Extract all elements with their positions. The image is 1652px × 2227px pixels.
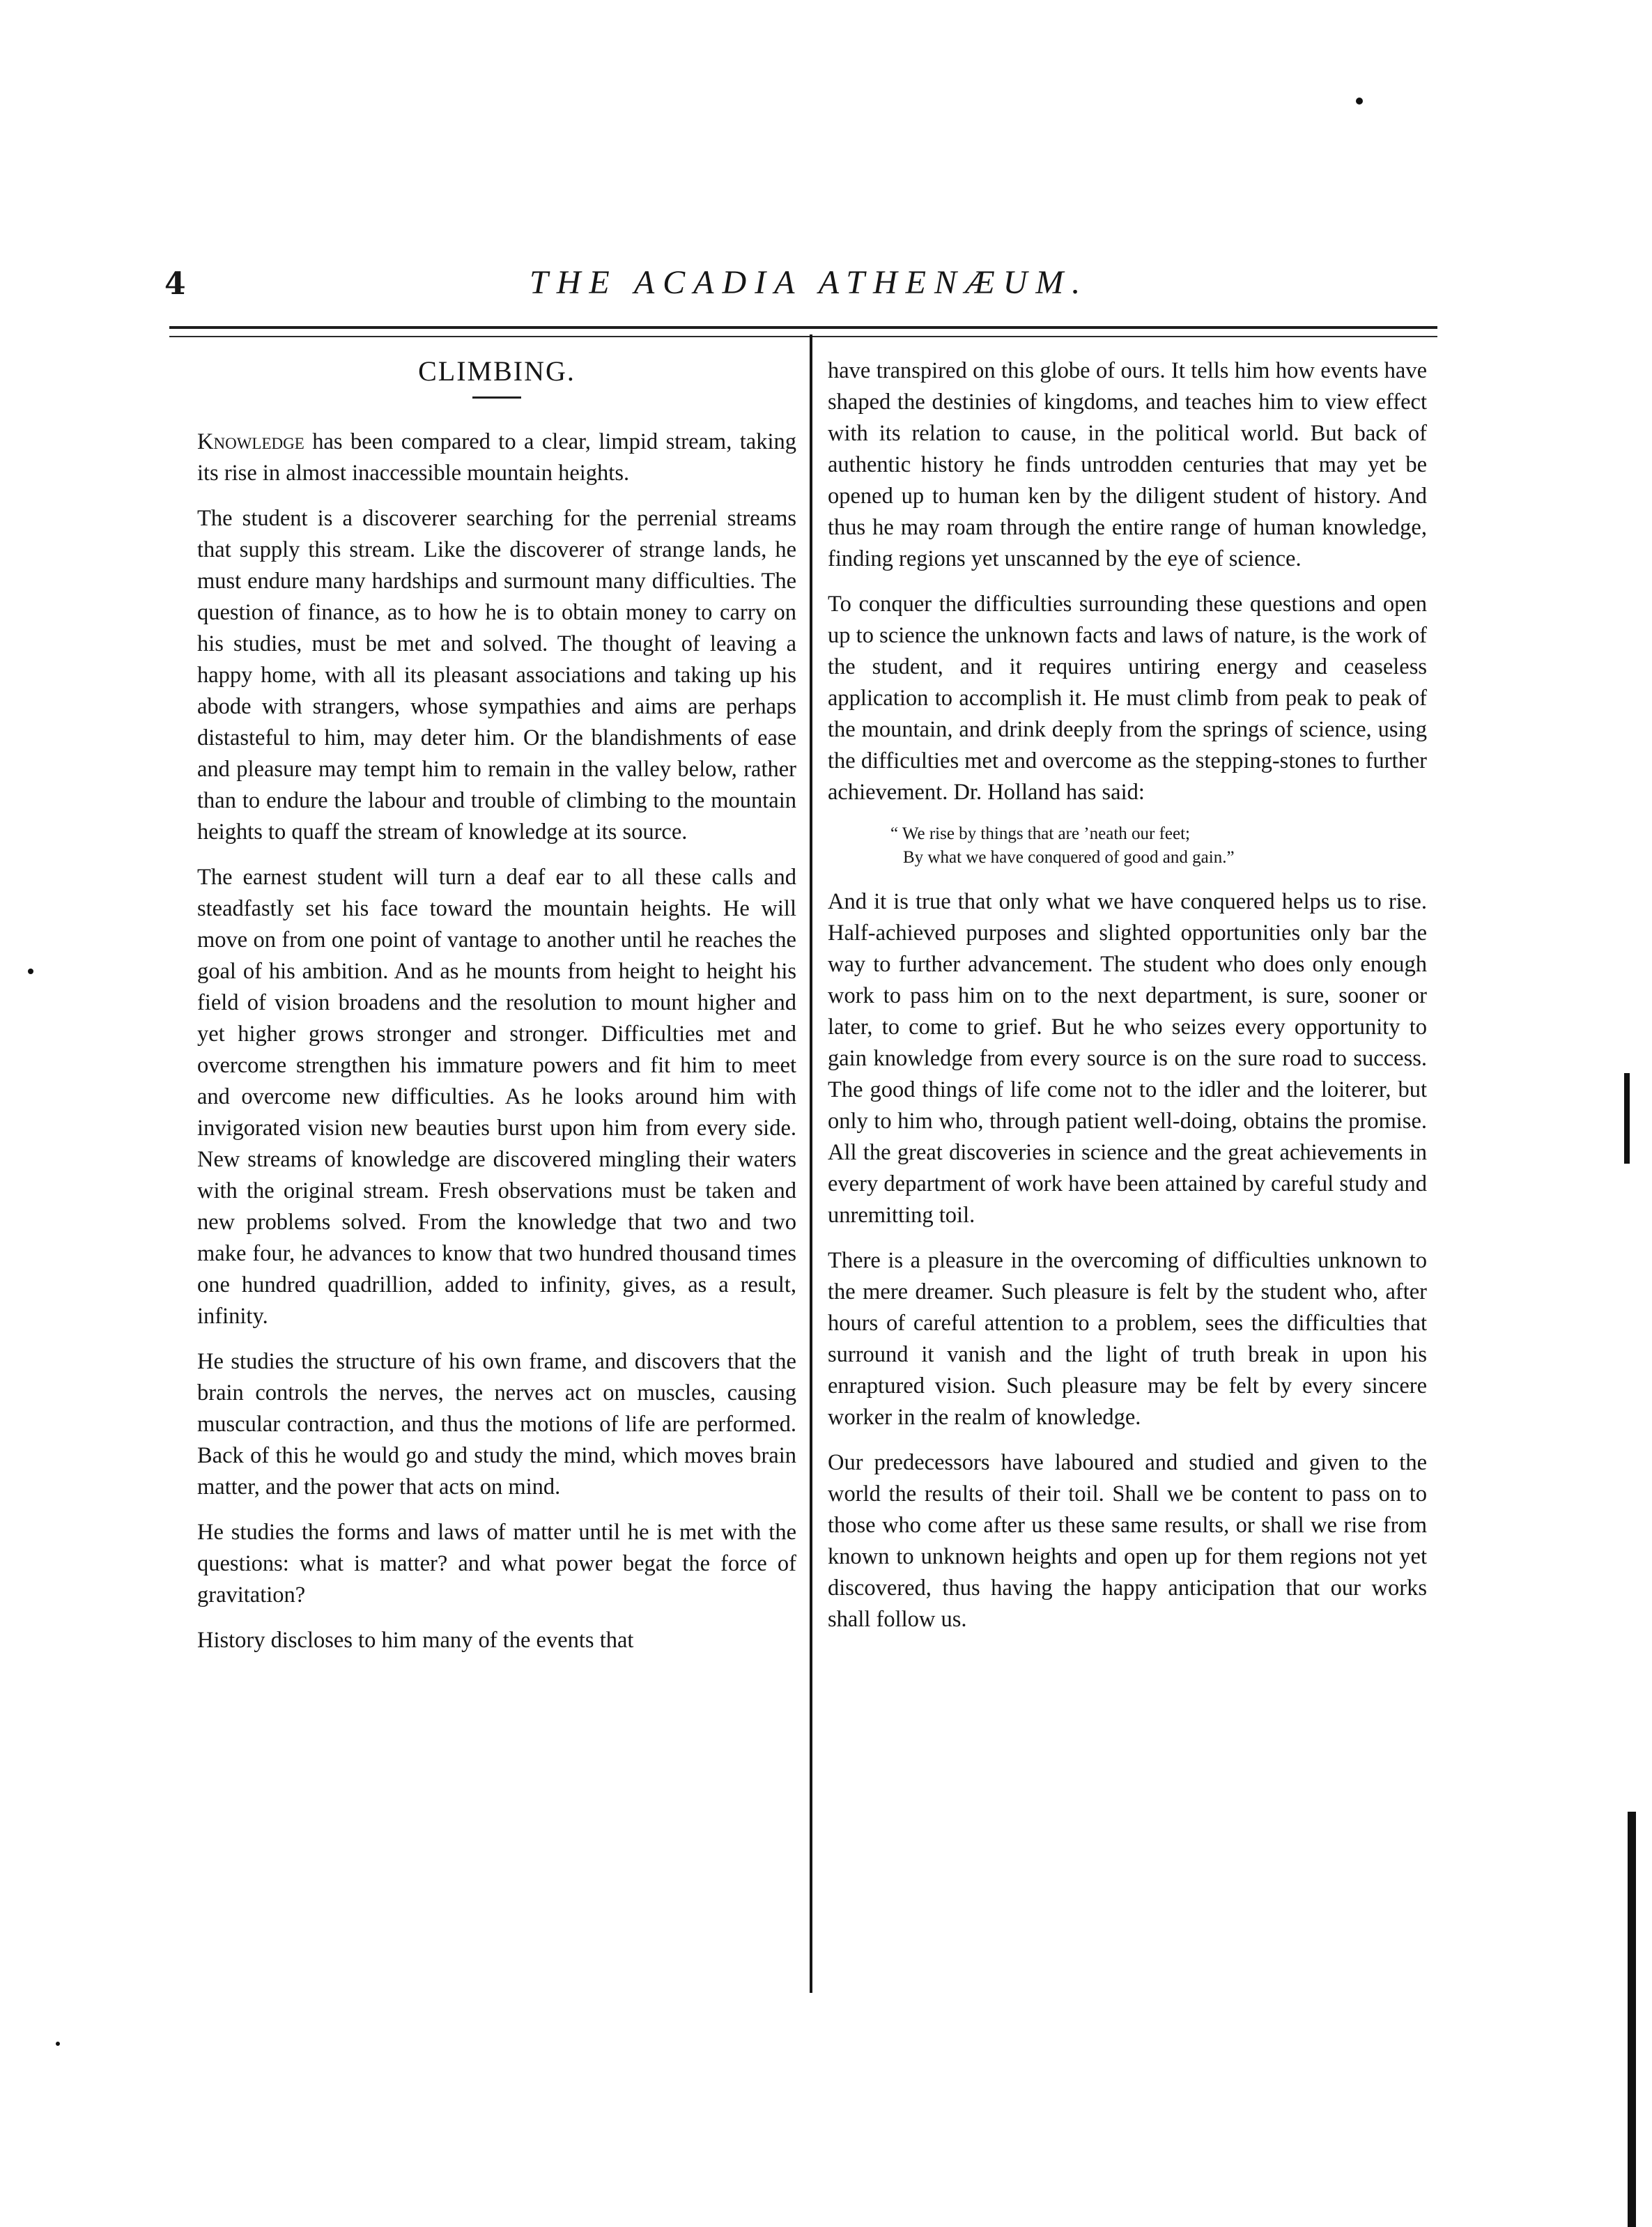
paragraph-5: He studies the forms and laws of matter until he is met with the questions: what is matter? and what power begat the force of gravitation?	[197, 1520, 796, 1608]
article-title: CLIMBING.	[418, 355, 576, 387]
paragraph-1	[197, 426, 796, 489]
running-title: THE ACADIA ATHENÆUM.	[530, 264, 1089, 301]
paragraph-10: Our predecessors have laboured and studied and given to the world the results of their toil. Shall we be content to pass on to those who come after us these same results, or shall we rise from known to unknown heights and open up for them regions not yet discovered, thus having the happy anticipation that our works shall follow us.	[828, 1450, 1427, 1632]
right-column	[828, 355, 1427, 1649]
scan-edge-mark	[1624, 1073, 1630, 1164]
scan-speck	[28, 969, 33, 974]
paragraph-text: has been compared to a clear, limpid stream, taking its rise in almost inaccessible mountain heights.	[197, 429, 796, 486]
scan-speck	[56, 2042, 60, 2046]
header-rule-secondary	[169, 336, 1437, 337]
paragraph-continued: have transpired on this globe of ours. It tells him how events have shaped the destinies of kingdoms, and teaches him to view effect with its relation to cause, in the political world. But back of authentic history he finds untrodden centuries that may yet be opened up to human ken by the diligent student of history. And thus he may roam through the entire range of human knowledge, finding regions yet unscanned by the eye of science.	[828, 358, 1427, 571]
title-dash	[472, 396, 521, 399]
paragraph-4: He studies the structure of his own frame, and discovers that the brain controls the nerves, the nerves act on muscles, causing muscular contraction, and thus the motions of life are performed. Back of this he would go and study the mind, which moves brain matter, and the power that acts on mind.	[197, 1349, 796, 1500]
paragraph-2: The student is a discoverer searching for the perrenial streams that supply this stream. Like the discoverer of strange lands, he must endure many hardships and surmount many difficulties. The question of finance, as to how he is to obtain money to carry on his studies, must be met and solved. The thought of leaving a happy home, with all its pleasant associations and taking up his abode with strangers, whose sympathies and aims are perhaps distasteful to him, may deter him. Or the blandishments of ease and pleasure may tempt him to remain in the valley below, rather than to endure the labour and trouble of climbing to the mountain heights to quaff the stream of knowledge at its source.	[197, 506, 796, 845]
column-divider	[810, 334, 812, 1993]
paragraph-7: To conquer the difficulties surrounding these questions and open up to science the unknown facts and laws of nature, is the work of the student, and it requires untiring energy and ceaseless application to accomplish it. He must climb from peak to peak of the mountain, and drink deeply from the springs of science, using the difficulties met and overcome as the stepping-stones to further achievement. Dr. Holland has said:	[828, 592, 1427, 805]
block-quote	[890, 822, 1427, 870]
scan-speck	[1356, 98, 1363, 105]
paragraph-6: History discloses to him many of the events that	[197, 1628, 634, 1653]
header-rule	[169, 326, 1437, 329]
paragraph-8: And it is true that only what we have conquered helps us to rise. Half-achieved purposes and slighted opportunities only bar the way to further advancement. The student who does only enough work to pass him on to the next department, is sure, sooner or later, to come to grief. But he who seizes every opportunity to gain knowledge from every source is on the sure road to success. The good things of life come not to the idler and the loiterer, but only to him who, through patient well-doing, obtains the promise. All the great discoveries in science and the great achievements in every department of work have been attained by careful study and unremitting toil.	[828, 889, 1427, 1228]
paragraph-9: There is a pleasure in the overcoming of difficulties unknown to the mere dreamer. Such pleasure is felt by the student who, after hours of careful attention to a problem, sees the difficulties that surround it vanish and the light of truth break in upon his enraptured vision. Such pleasure may be felt by every sincere worker in the realm of knowledge.	[828, 1248, 1427, 1430]
left-column	[197, 355, 796, 1670]
paragraph-3: The earnest student will turn a deaf ear to all these calls and steadfastly set his face toward the mountain heights. He will move on from one point of vantage to another until he reaches the goal of his ambition. And as he mounts from height to height his field of vision broadens and the resolution to mount higher and yet higher grows stronger and stronger. Difficulties met and overcome strengthen his immature powers and fit him to meet and overcome new difficulties. As he looks around him with invigorated vision new beauties burst upon him from every side. New streams of knowledge are discovered mingling their waters with the original stream. Fresh observations must be taken and new problems solved. From the knowledge that two and two make four, he advances to know that two hundred thousand times one hundred quadrillion, added to infinity, gives, as a result, infinity.	[197, 865, 796, 1329]
page-number: 4	[164, 266, 186, 302]
scan-edge-bar	[1628, 1812, 1636, 2227]
quote-line: “ We rise by things that are ’neath our feet;	[890, 824, 1191, 843]
paragraph-lead-word: Knowledge	[197, 429, 304, 454]
quote-line: By what we have conquered of good and gain.”	[903, 848, 1235, 867]
